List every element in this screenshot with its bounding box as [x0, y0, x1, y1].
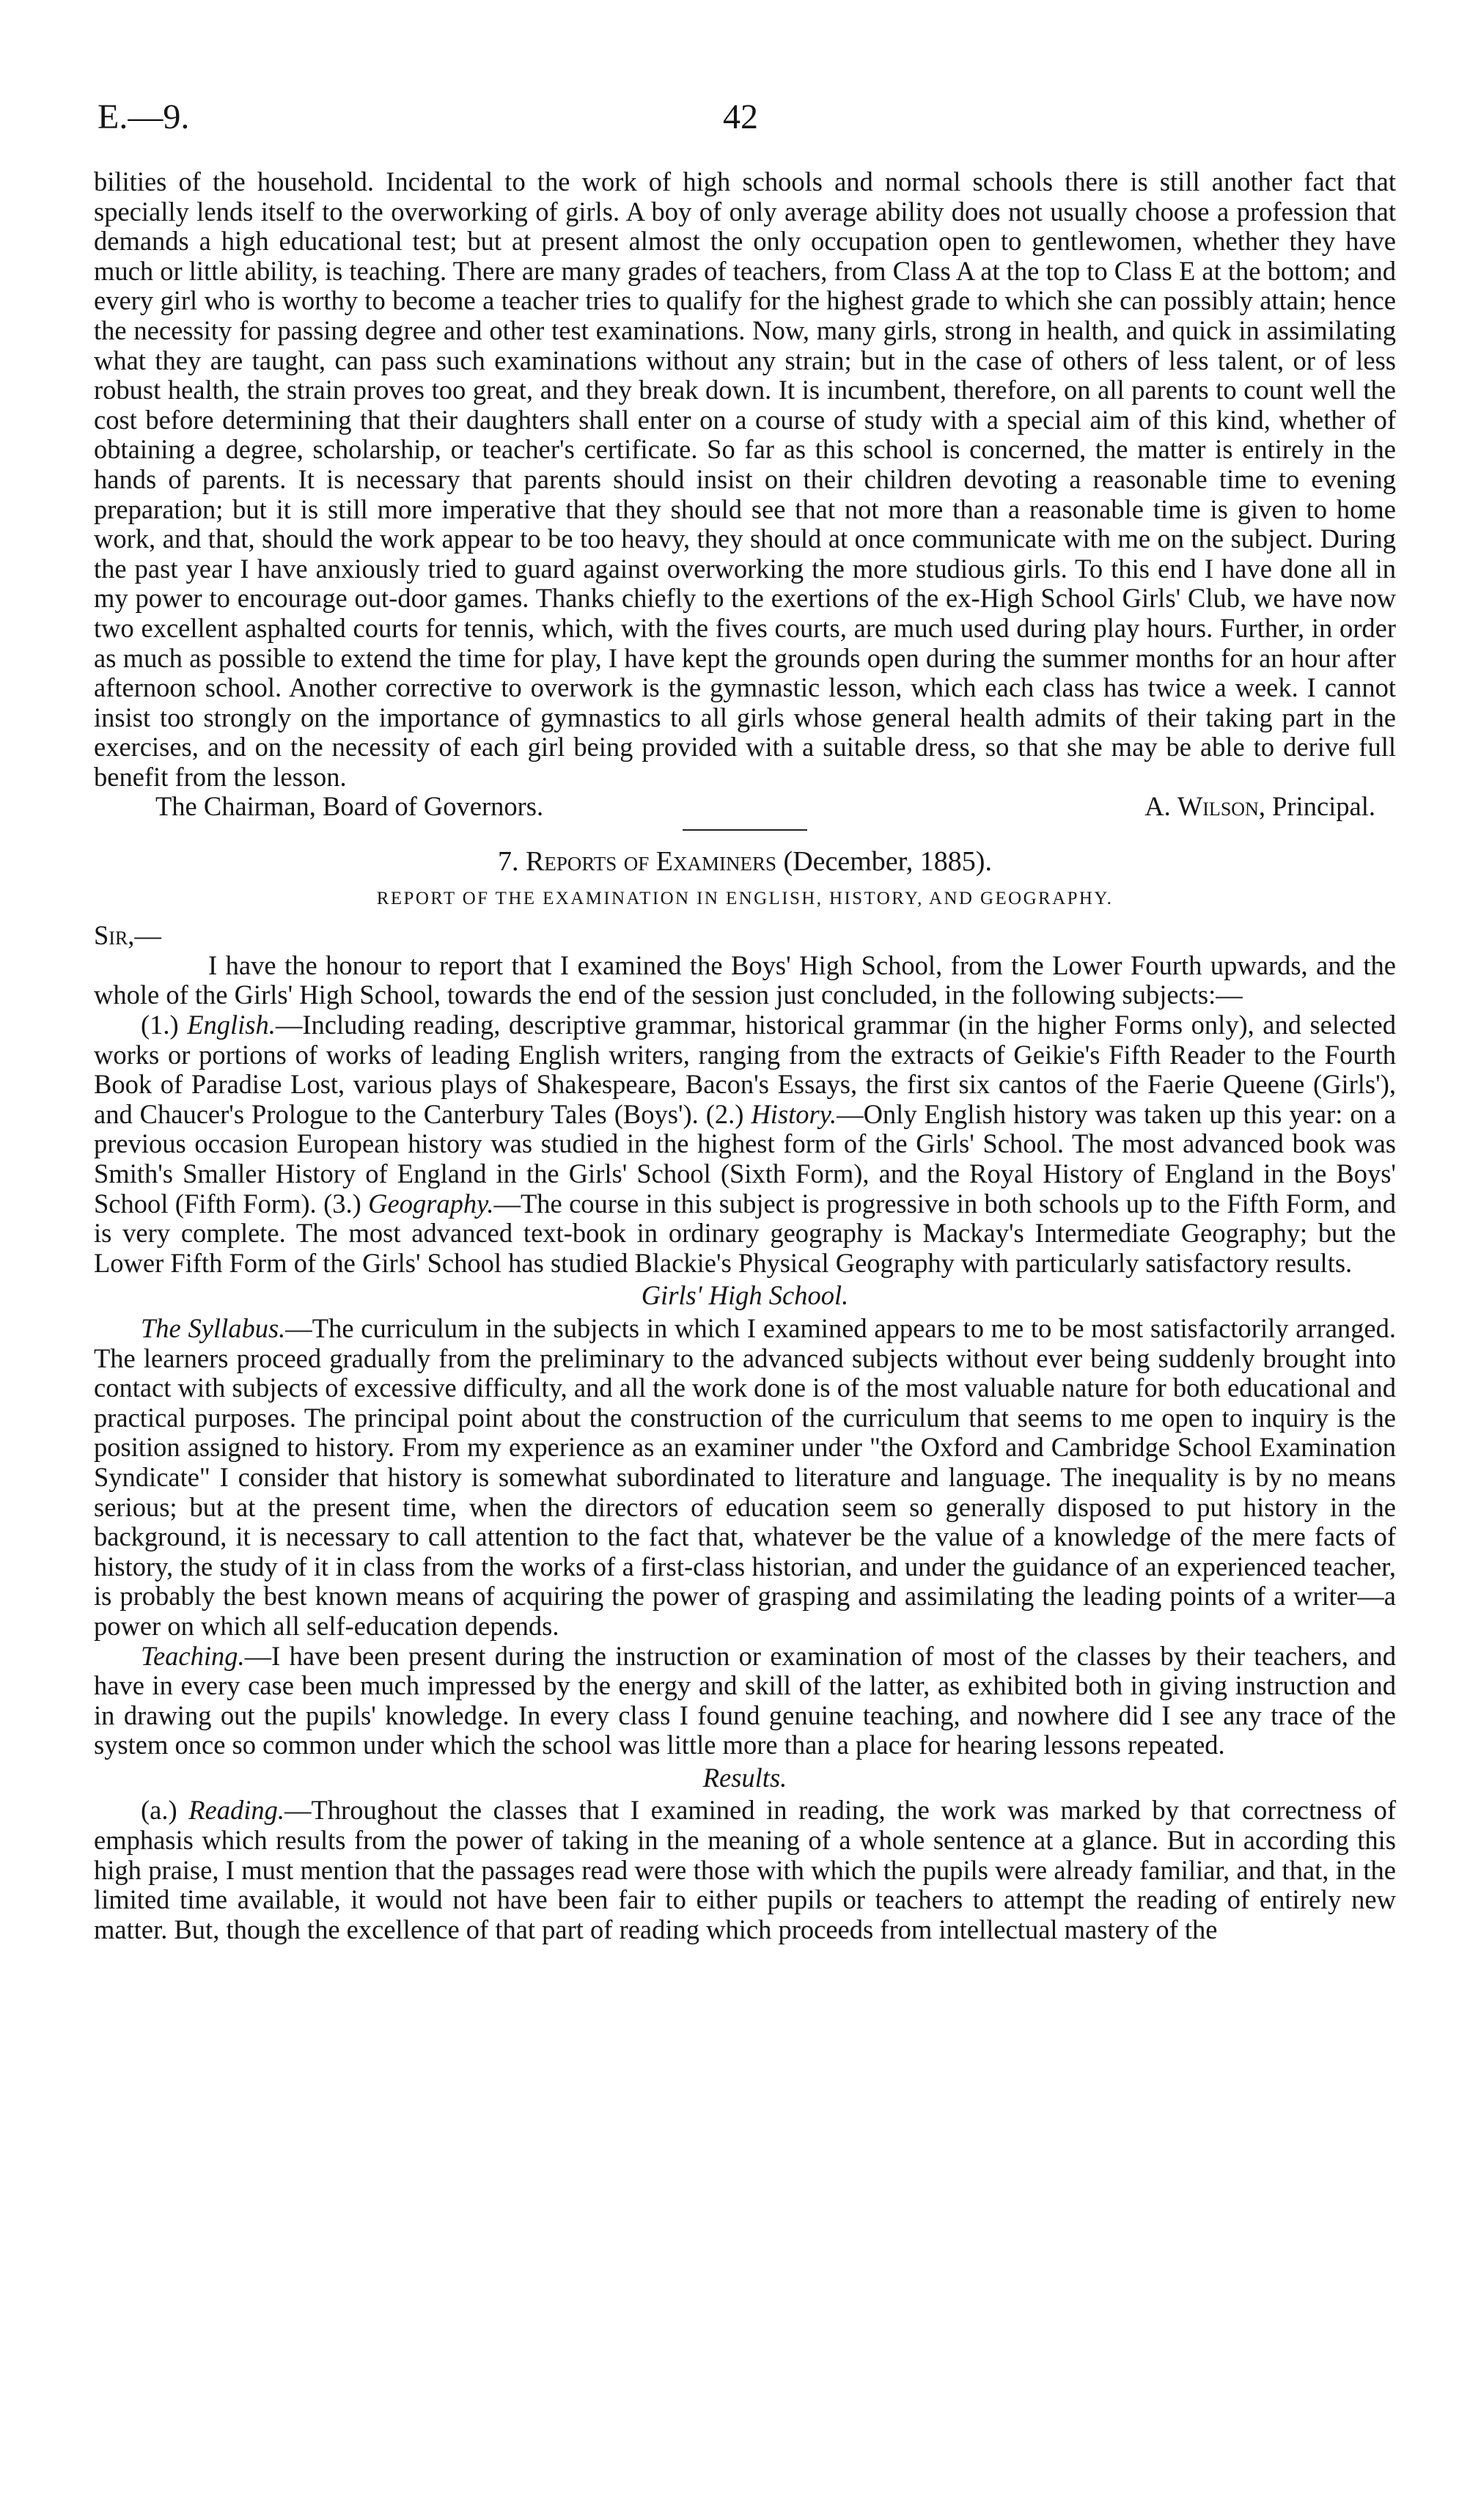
document-reference: E.—9.	[98, 98, 190, 136]
section-number: 7.	[498, 846, 526, 878]
syllabus-label: The Syllabus.	[141, 1312, 286, 1343]
results-heading: Results.	[702, 1762, 787, 1793]
teaching-text: —I have been present during the instruction or examination of most of the classes by their teachers, and have in every case been much impressed by the energy and skill of the latter, as exhibited both in giving instruction and in drawing out the pupils' knowledge. In every class I found genuine teaching, and nowhere did I see any trace of the system once so common under which the school was little more than a place for hearing lessons repeated.	[94, 1640, 1396, 1760]
signature-line	[94, 792, 1396, 822]
salutation: Sir,—	[94, 920, 161, 951]
subjects-paragraph	[94, 1010, 1396, 1278]
reading-paragraph	[94, 1796, 1396, 1944]
section-subtitle: REPORT OF THE EXAMINATION IN ENGLISH, HISTORY, AND GEOGRAPHY.	[376, 888, 1114, 908]
section-title	[94, 847, 1396, 877]
syllabus-paragraph	[94, 1314, 1396, 1642]
syllabus-text: —The curriculum in the subjects in which I examined appears to me to be most satisfactorily arranged. The learners proceed gradually from the preliminary to the advanced subjects without ever being suddenly brought into contact with subjects of excessive difficulty, and all the work done is of the most valuable nature for both educational and practical purposes. The principal point about the construction of the curriculum that seems to me open to inquiry is the position assigned to history. From my experience as an examiner under "the Oxford and Cambridge School Examination Syndicate" I consider that history is somewhat subordinated to literature and language. The inequality is by no means serious; but at the present time, when the directors of education seem so generally disposed to put history in the background, it is necessary to call attention to the fact that, whatever be the value of a knowledge of the mere facts of history, the study of it in class from the works of a first-class historian, and under the guidance of an experienced teacher, is probably the best known means of acquiring the power of grasping and assimilating the leading points of a writer—a power on which all self-education depends.	[94, 1312, 1397, 1641]
signer-initial: A.	[1144, 791, 1177, 822]
reading-label: Reading.	[188, 1795, 284, 1826]
subject-text-geography: —The course in this subject is progressive in both schools up to the Fifth Form, and is very complete. The most advanced text-book in ordinary geography is Mackay's Intermediate Geography; but the Lower Fifth Form of the Girls' School has studied Blackie's Physical Geography with particularly satisfactory results.	[94, 1188, 1397, 1278]
page-header	[0, 97, 1481, 148]
reading-text: —Throughout the classes that I examined in reading, the work was marked by that correctness of emphasis which results from the power of taking in the meaning of a whole sentence at a glance. But in according this high praise, I must mention that the passages read were those with which the pupils were already familiar, and that, in the limited time available, it would not have been fair to either pupils or teachers to attempt the reading of entirely new matter. But, though the excellence of that part of reading which proceeds from intellectual mastery of the	[94, 1795, 1396, 1944]
subject-number-2: (2.)	[705, 1098, 751, 1129]
signer-name: Wilson	[1177, 791, 1259, 822]
section-date: (December, 1885).	[776, 846, 992, 878]
page-body	[94, 167, 1396, 1944]
subject-number-1: (1.)	[141, 1010, 188, 1040]
page-number: 42	[723, 98, 758, 136]
intro-paragraph: I have the honour to report that I examined the Boys' High School, from the Lower Fourth upwards, and the whole of the Girls' High School, towards the end of the session just concluded, in the following subjects:—	[94, 949, 1396, 1010]
reading-number: (a.)	[141, 1795, 189, 1826]
section-title-text: Reports of Examiners	[526, 846, 777, 878]
subject-text-english: —Including reading, descriptive grammar, historical grammar (in the higher Forms only), and selected works or portions of works of leading English writers, ranging from the extracts of Geikie's Fifth Reader to the Fourth Book of Paradise Lost, various plays of Shakespeare, Bacon's Essays, the first six cantos of the Faerie Queene (Girls'), and Chaucer's Prologue to the Canterbury Tales (Boys').	[94, 1010, 1396, 1129]
subject-number-3: (3.)	[323, 1188, 369, 1219]
addressee: The Chairman, Board of Governors.	[155, 791, 544, 822]
continued-paragraph: bilities of the household. Incidental to the work of high schools and normal schools there is still another fact that specially lends itself to the overworking of girls. A boy of only average ability does not usually choose a profession that demands a high educational test; but at present almost the only occupation open to gentlewomen, whether they have much or little ability, is teaching. There are many grades of teachers, from Class A at the top to Class E at the bottom; and every girl who is worthy to become a teacher tries to qualify for the highest grade to which she can possibly attain; hence the necessity for passing degree and other test examinations. Now, many girls, strong in health, and quick in assimilating what they are taught, can pass such examinations without any strain; but in the case of others of less talent, or of less robust health, the strain proves too great, and they break down. It is incumbent, therefore, on all parents to count well the cost before determining that their daughters shall enter on a course of study with a special aim of this kind, whether of obtaining a degree, scholarship, or teacher's certificate. So far as this school is concerned, the matter is entirely in the hands of parents. It is necessary that parents should insist on their children devoting a reasonable time to evening preparation; but it is still more imperative that they should see that not more than a reasonable time is given to home work, and that, should the work appear to be too heavy, they should at once communicate with me on the subject. During the past year I have anxiously tried to guard against overworking the more studious girls. To this end I have done all in my power to encourage out-door games. Thanks chiefly to the exertions of the ex-High School Girls' Club, we have now two excellent asphalted courts for tennis, which, with the fives courts, are much used during play hours. Further, in order as much as possible to extend the time for play, I have kept the grounds open during the summer months for an hour after afternoon school. Another corrective to overwork is the gymnastic lesson, which each class has twice a week. I cannot insist too strongly on the importance of gymnastics to all girls whose general health admits of their taking part in the exercises, and on the necessity of each girl being provided with a suitable dress, so that she may be able to derive full benefit from the lesson.	[94, 166, 1396, 792]
signer-title: , Principal.	[1258, 791, 1375, 822]
subject-label-english: English.	[187, 1010, 276, 1040]
teaching-label: Teaching.	[141, 1640, 245, 1671]
subject-text-history: —Only English history was taken up this year: on a previous occasion European history was studied in the highest form of the Girls' School. The most advanced book was Smith's Smaller History of England in the Girls' School (Sixth Form), and the Royal History of England in the Boys' School (Fifth Form).	[94, 1098, 1396, 1219]
subject-label-geography: Geography.	[368, 1188, 494, 1219]
girls-school-heading: Girls' High School.	[641, 1280, 849, 1311]
signer	[1144, 792, 1375, 822]
subject-label-history: History.	[751, 1098, 837, 1129]
section-divider	[683, 829, 807, 831]
teaching-paragraph	[94, 1642, 1396, 1760]
